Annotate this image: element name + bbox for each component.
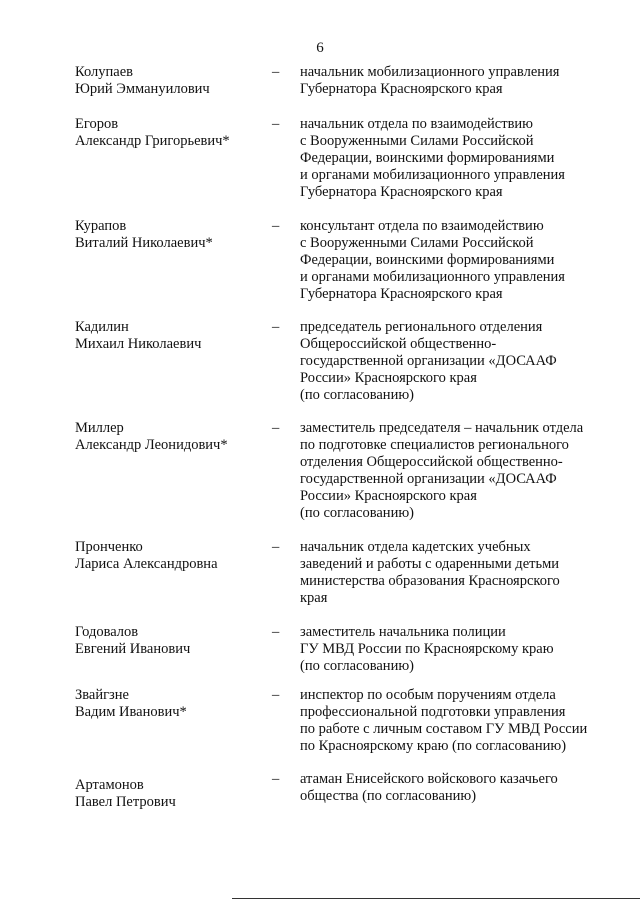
separator-dash: – xyxy=(272,218,280,234)
member-position xyxy=(300,771,610,805)
position-line: Губернатора Красноярского края xyxy=(300,184,503,200)
position-line: заведений и работы с одаренными детьми xyxy=(300,556,560,572)
member-position xyxy=(300,64,610,98)
member-surname: Егоров xyxy=(75,116,119,132)
position-line: с Вооруженными Силами Российской xyxy=(300,235,534,251)
member-name xyxy=(75,687,265,721)
separator-dash: – xyxy=(272,624,280,640)
member-given-names: Вадим Иванович* xyxy=(75,704,187,720)
position-line: Губернатора Красноярского края xyxy=(300,81,503,97)
member-given-names: Александр Григорьевич* xyxy=(75,133,230,149)
position-line: заместитель председателя – начальник отдела xyxy=(300,420,584,436)
member-position xyxy=(300,319,610,404)
separator-dash: – xyxy=(272,420,280,436)
separator-dash: – xyxy=(272,687,280,703)
position-line: атаман Енисейского войскового казачьего xyxy=(300,771,558,787)
member-name xyxy=(75,624,265,658)
member-surname: Миллер xyxy=(75,420,124,436)
member-name xyxy=(75,64,265,98)
separator-dash: – xyxy=(272,771,280,787)
member-position xyxy=(300,218,610,303)
member-position xyxy=(300,539,610,607)
position-line: с Вооруженными Силами Российской xyxy=(300,133,534,149)
member-surname: Артамонов xyxy=(75,777,144,793)
position-line: государственной организации «ДОСААФ xyxy=(300,353,557,369)
separator-dash: – xyxy=(272,116,280,132)
separator-dash: – xyxy=(272,64,280,80)
member-given-names: Александр Леонидович* xyxy=(75,437,228,453)
member-given-names: Юрий Эммануилович xyxy=(75,81,210,97)
position-line: России» Красноярского края xyxy=(300,488,477,504)
position-line: Общероссийской общественно- xyxy=(300,336,497,352)
position-line: Федерации, воинскими формированиями xyxy=(300,150,555,166)
position-line: заместитель начальника полиции xyxy=(300,624,506,640)
position-line: инспектор по особым поручениям отдела xyxy=(300,687,556,703)
position-line: (по согласованию) xyxy=(300,505,414,521)
footer-divider xyxy=(232,898,640,899)
member-name xyxy=(75,116,265,150)
position-line: начальник мобилизационного управления xyxy=(300,64,560,80)
member-name xyxy=(75,539,265,573)
member-surname: Звайгзне xyxy=(75,687,129,703)
member-name xyxy=(75,420,265,454)
member-position xyxy=(300,624,610,675)
member-given-names: Павел Петрович xyxy=(75,794,176,810)
member-position xyxy=(300,687,610,755)
position-line: начальник отдела по взаимодействию xyxy=(300,116,534,132)
position-line: председатель регионального отделения xyxy=(300,319,543,335)
position-line: начальник отдела кадетских учебных xyxy=(300,539,531,555)
position-line: и органами мобилизационного управления xyxy=(300,167,565,183)
position-line: по подготовке специалистов регионального xyxy=(300,437,569,453)
member-surname: Пронченко xyxy=(75,539,143,555)
member-surname: Колупаев xyxy=(75,64,133,80)
position-line: общества (по согласованию) xyxy=(300,788,477,804)
member-surname: Годовалов xyxy=(75,624,139,640)
position-line: края xyxy=(300,590,328,606)
separator-dash: – xyxy=(272,539,280,555)
position-line: Губернатора Красноярского края xyxy=(300,286,503,302)
position-line: (по согласованию) xyxy=(300,387,414,403)
position-line: по работе с личным составом ГУ МВД России xyxy=(300,721,588,737)
member-given-names: Евгений Иванович xyxy=(75,641,191,657)
position-line: и органами мобилизационного управления xyxy=(300,269,565,285)
member-position xyxy=(300,116,610,201)
position-line: министерства образования Красноярского xyxy=(300,573,560,589)
position-line: отделения Общероссийской общественно- xyxy=(300,454,563,470)
page-number: 6 xyxy=(316,40,324,56)
member-given-names: Михаил Николаевич xyxy=(75,336,202,352)
position-line: государственной организации «ДОСААФ xyxy=(300,471,557,487)
member-position xyxy=(300,420,610,522)
separator-dash: – xyxy=(272,319,280,335)
member-given-names: Лариса Александровна xyxy=(75,556,218,572)
position-line: по Красноярскому краю (по согласованию) xyxy=(300,738,567,754)
position-line: консультант отдела по взаимодействию xyxy=(300,218,544,234)
position-line: Федерации, воинскими формированиями xyxy=(300,252,555,268)
member-name xyxy=(75,319,265,353)
member-surname: Кадилин xyxy=(75,319,129,335)
member-name xyxy=(75,218,265,252)
position-line: России» Красноярского края xyxy=(300,370,477,386)
member-surname: Курапов xyxy=(75,218,127,234)
member-given-names: Виталий Николаевич* xyxy=(75,235,213,251)
position-line: (по согласованию) xyxy=(300,658,414,674)
position-line: ГУ МВД России по Красноярскому краю xyxy=(300,641,554,657)
position-line: профессиональной подготовки управления xyxy=(300,704,566,720)
member-name xyxy=(75,777,265,811)
